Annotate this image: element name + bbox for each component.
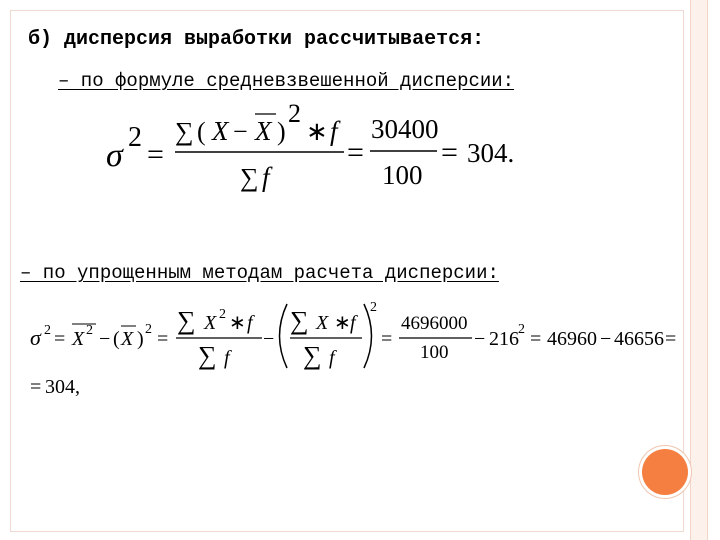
f2-minus-4: −: [600, 328, 612, 350]
f2-line2-equals: =: [30, 376, 42, 398]
f2-equals-1: =: [54, 328, 66, 350]
f2-frac1-num-exponent: 2: [219, 307, 226, 322]
f1-sigma: σ: [106, 137, 123, 174]
method-weighted-label: – по формуле средневзвешенной дисперсии:: [58, 70, 515, 92]
f2-value-numerator: 4696000: [401, 313, 468, 334]
f2-close-paren: ): [137, 328, 144, 350]
f2-minus-2: −: [263, 328, 275, 350]
f2-open-paren: (: [113, 328, 120, 350]
f2-sigma: σ: [30, 325, 41, 350]
f1-equals-2: =: [347, 136, 364, 169]
f1-num-f: f: [330, 116, 338, 146]
f1-num-exponent: 2: [288, 99, 301, 128]
f2-x-mean: X: [121, 328, 134, 350]
f2-frac2-den-sum: ∑: [303, 341, 322, 370]
f2-value-46656: 46656: [614, 328, 664, 350]
f2-frac2-num-sum: ∑: [290, 306, 309, 335]
f1-num-close-paren: ): [277, 117, 286, 146]
f1-den-sum: ∑: [240, 163, 259, 192]
f2-frac2-num-f: f: [350, 312, 356, 334]
f2-value-46960: 46960: [547, 328, 597, 350]
f1-result: 304.: [467, 138, 515, 168]
f2-equals-4: =: [530, 328, 542, 350]
f2-frac1-num-f: f: [247, 312, 253, 334]
f2-minus-1: −: [99, 328, 111, 350]
f1-num-xbar: X: [255, 116, 272, 146]
f1-num-star: ∗: [306, 117, 328, 146]
f2-value-denominator: 100: [420, 342, 449, 363]
section-heading: б) дисперсия выработки рассчитывается:: [28, 28, 485, 51]
f2-big-open-paren: [280, 304, 288, 368]
f1-num-sum: ∑: [175, 117, 194, 146]
f2-value-216-exponent: 2: [518, 322, 525, 337]
f1-equals-3: =: [441, 136, 458, 169]
f2-sigma-exponent: 2: [44, 323, 51, 338]
f2-frac1-den-sum: ∑: [198, 341, 217, 370]
f2-minus-3: −: [474, 328, 486, 350]
f2-frac2-num-x: X: [316, 312, 329, 334]
f1-num-open-paren: (: [197, 117, 206, 146]
method-simplified-label: – по упрощенным методам расчета дисперсии:: [20, 262, 499, 284]
f2-x-squared-mean: X: [72, 328, 85, 350]
f1-den-f: f: [262, 162, 270, 192]
f2-frac1-num-x: X: [204, 312, 217, 334]
f2-frac2-den-f: f: [329, 347, 335, 369]
f2-frac1-num-star: ∗: [229, 312, 246, 334]
f1-value-numerator: 30400: [371, 114, 439, 144]
f1-num-x: X: [212, 116, 229, 146]
f2-equals-3: =: [381, 328, 393, 350]
f2-mean-exponent: 2: [145, 322, 152, 337]
f2-frac2-num-star: ∗: [334, 312, 351, 334]
f2-equals-5: =: [665, 328, 677, 350]
f2-value-216: 216: [489, 328, 519, 350]
f1-equals: =: [147, 138, 164, 171]
f2-big-exponent: 2: [370, 300, 377, 315]
f2-equals-2: =: [157, 328, 169, 350]
f1-num-minus: −: [233, 117, 248, 146]
f2-frac1-num-sum: ∑: [177, 306, 196, 335]
f1-sigma-exponent: 2: [128, 122, 142, 153]
f1-value-denominator: 100: [382, 160, 423, 190]
f2-frac1-den-f: f: [224, 347, 230, 369]
f2-x-squared-exponent: 2: [86, 323, 93, 338]
f2-line2-result: 304,: [45, 376, 80, 398]
